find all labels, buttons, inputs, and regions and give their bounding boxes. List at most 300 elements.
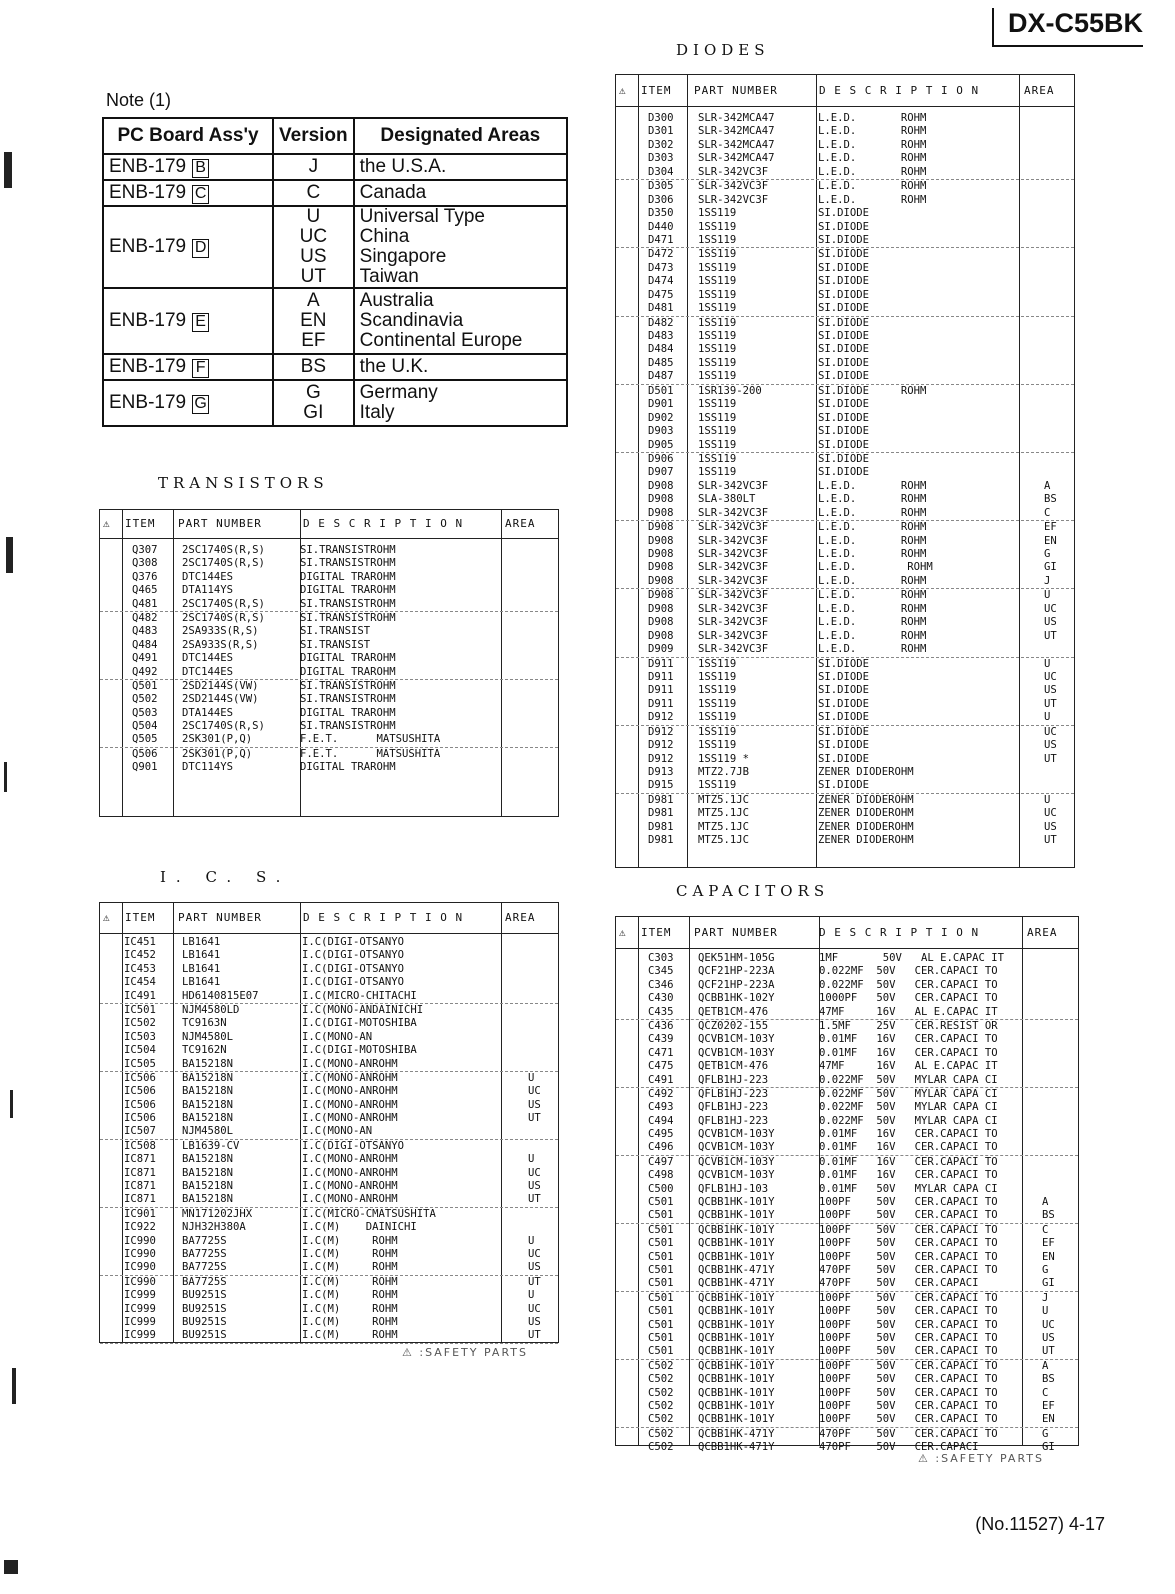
description: 0.01MF 16V CER.CAPACI TO bbox=[819, 1128, 998, 1141]
item: D303 bbox=[648, 152, 674, 165]
description: L.E.D. ROHM bbox=[818, 112, 927, 124]
capacitors-table bbox=[615, 916, 1079, 1454]
table-row bbox=[616, 561, 1074, 574]
description: DIGITAL TRAROHM bbox=[300, 665, 396, 678]
description: L.E.D. ROHM bbox=[818, 616, 927, 629]
item: D304 bbox=[648, 165, 674, 178]
header-description: D E S C R I P T I O N bbox=[303, 517, 464, 530]
table-row bbox=[616, 275, 1074, 288]
board-version-letter: C bbox=[192, 185, 209, 204]
item: C501 bbox=[648, 1237, 674, 1250]
page-number: (No.11527) 4-17 bbox=[975, 1514, 1105, 1534]
table-row bbox=[616, 1088, 1078, 1101]
description: SI.DIODE bbox=[818, 220, 870, 233]
table-row bbox=[100, 1208, 558, 1221]
area: UC bbox=[1044, 602, 1057, 615]
description: L.E.D. ROHM bbox=[818, 479, 927, 492]
part-number: SLR-342VC3F bbox=[698, 574, 769, 587]
area-name: Singapore bbox=[359, 246, 447, 267]
item: D912 bbox=[648, 711, 674, 724]
part-number: SLR-342VC3F bbox=[698, 548, 769, 560]
area: C bbox=[1042, 1223, 1049, 1236]
part-number: 1SS119 bbox=[698, 330, 737, 342]
table-row bbox=[616, 952, 1078, 965]
description: F.E.T. MATSUSHITA bbox=[300, 747, 441, 760]
description: 0.01MF 16V CER.CAPACI TO bbox=[819, 1046, 998, 1059]
description: I.C(MONO-ANROHM bbox=[302, 1098, 398, 1111]
table-row bbox=[100, 1031, 558, 1044]
part-number: SLR-342VC3F bbox=[698, 589, 769, 602]
table-row bbox=[616, 234, 1074, 248]
item: D482 bbox=[648, 316, 674, 329]
item: Q483 bbox=[132, 625, 158, 638]
item: IC452 bbox=[124, 949, 156, 962]
table-row bbox=[616, 330, 1074, 343]
part-number: QCF21HP-223A bbox=[698, 978, 775, 991]
version-cell bbox=[273, 180, 354, 206]
area: EN bbox=[1044, 534, 1057, 547]
part-number: QCBB1HK-471Y bbox=[698, 1277, 775, 1290]
table-row bbox=[100, 1276, 558, 1289]
table-row bbox=[616, 603, 1074, 616]
description: I.C(M) ROHM bbox=[302, 1261, 398, 1274]
item: IC506 bbox=[124, 1085, 156, 1098]
table-row bbox=[100, 1017, 558, 1030]
table-row bbox=[100, 557, 558, 570]
description: I.C(MONO-ANROHM bbox=[302, 1112, 398, 1125]
item: D483 bbox=[648, 330, 674, 342]
table-row bbox=[100, 1140, 558, 1153]
part-number: 1SS119 bbox=[698, 233, 737, 246]
table-row bbox=[100, 1261, 558, 1275]
table-row bbox=[616, 493, 1074, 506]
description: 470PF 50V CER.CAPACI bbox=[819, 1441, 979, 1454]
board-name: ENB-179 bbox=[109, 391, 187, 413]
part-number: 2SC1740S(R,S) bbox=[182, 611, 265, 624]
area: US bbox=[528, 1098, 541, 1111]
description: SI.TRANSISTROHM bbox=[300, 720, 396, 733]
area: US bbox=[528, 1261, 541, 1274]
description: 100PF 50V CER.CAPACI TO bbox=[819, 1318, 998, 1331]
header-area: AREA bbox=[1027, 926, 1058, 939]
item: D911 bbox=[648, 684, 674, 697]
description: I.C(DIGI-OTSANYO bbox=[302, 936, 405, 948]
item: IC507 bbox=[124, 1125, 156, 1138]
area: GI bbox=[1042, 1441, 1055, 1454]
capacitors-safety-legend: ⚠ :SAFETY PARTS bbox=[918, 1452, 1044, 1465]
part-number: BA15218N bbox=[182, 1057, 234, 1070]
table-row bbox=[616, 1156, 1078, 1169]
part-number: 1SS119 bbox=[698, 275, 737, 288]
table-row bbox=[616, 711, 1074, 725]
board-name: ENB-179 bbox=[109, 155, 187, 177]
item: IC990 bbox=[124, 1261, 156, 1274]
area-name: Taiwan bbox=[359, 266, 419, 287]
table-row bbox=[100, 1004, 558, 1017]
table-row bbox=[100, 1248, 558, 1261]
table-row bbox=[100, 1167, 558, 1180]
area: UC bbox=[528, 1085, 541, 1098]
item: Q481 bbox=[132, 597, 158, 610]
item: D915 bbox=[648, 779, 674, 792]
description: DIGITAL TRAROHM bbox=[300, 706, 396, 719]
header-item: ITEM bbox=[125, 911, 156, 924]
table-row bbox=[616, 1047, 1078, 1060]
table-row bbox=[616, 439, 1074, 453]
part-number: 1SS119 bbox=[698, 670, 737, 683]
part-number: LB1641 bbox=[182, 962, 221, 975]
part-number: BA7725S bbox=[182, 1261, 227, 1274]
version-code: UT bbox=[300, 266, 326, 287]
col-areas: Designated Areas bbox=[354, 118, 567, 154]
part-number: QETB1CM-476 bbox=[698, 1005, 769, 1018]
table-row bbox=[100, 1044, 558, 1057]
part-number: QCVB1CM-103Y bbox=[698, 1141, 775, 1154]
area: BS bbox=[1042, 1373, 1055, 1386]
description: I.C(M) ROHM bbox=[302, 1302, 398, 1315]
table-row bbox=[616, 684, 1074, 697]
description: 0.01MF 16V CER.CAPACI TO bbox=[819, 1169, 998, 1182]
item: IC503 bbox=[124, 1030, 156, 1043]
part-number: DTC144ES bbox=[182, 665, 234, 678]
area: EF bbox=[1044, 521, 1057, 534]
item: C492 bbox=[648, 1087, 674, 1100]
item: D472 bbox=[648, 248, 674, 261]
item: D981 bbox=[648, 793, 674, 806]
item: D908 bbox=[648, 506, 674, 519]
part-number: QCBB1HK-101Y bbox=[698, 1291, 775, 1304]
area: UT bbox=[1044, 752, 1057, 765]
description: I.C(M) ROHM bbox=[302, 1234, 398, 1247]
part-number: BA15218N bbox=[182, 1085, 234, 1098]
board-name: ENB-179 bbox=[109, 355, 187, 377]
description: DIGITAL TRAROHM bbox=[300, 652, 396, 665]
item: D908 bbox=[648, 561, 674, 574]
item: Q491 bbox=[132, 652, 158, 665]
item: IC999 bbox=[124, 1315, 156, 1328]
item: D501 bbox=[648, 384, 674, 397]
item: D911 bbox=[648, 657, 674, 670]
table-row bbox=[616, 1264, 1078, 1277]
part-number: QCBB1HK-101Y bbox=[698, 1305, 775, 1318]
description: L.E.D. ROHM bbox=[818, 629, 927, 642]
table-body bbox=[616, 112, 1074, 848]
item: C501 bbox=[648, 1305, 674, 1318]
table-row bbox=[616, 1141, 1078, 1155]
description: 100PF 50V CER.CAPACI TO bbox=[819, 1250, 998, 1263]
version-cell bbox=[273, 206, 354, 288]
board-cell bbox=[103, 154, 273, 180]
part-number: 1SS119 bbox=[698, 425, 737, 438]
description: SI.DIODE bbox=[818, 752, 870, 765]
description: SI.DIODE bbox=[818, 670, 870, 683]
area: J bbox=[1044, 574, 1051, 587]
note-row bbox=[103, 380, 567, 426]
table-row bbox=[616, 125, 1074, 138]
board-name: ENB-179 bbox=[109, 309, 187, 331]
area-name: China bbox=[359, 226, 410, 247]
table-row bbox=[616, 302, 1074, 316]
table-row bbox=[616, 1413, 1078, 1427]
description: 1000PF 50V CER.CAPACI TO bbox=[819, 992, 998, 1005]
item: C501 bbox=[648, 1318, 674, 1331]
part-number: QCF21HP-223A bbox=[698, 965, 775, 978]
description: I.C(MICRO-CHITACHI bbox=[302, 989, 417, 1002]
item: Q505 bbox=[132, 733, 158, 746]
table-row bbox=[616, 152, 1074, 165]
part-number: QCBB1HK-101Y bbox=[698, 1250, 775, 1263]
area-name: Germany bbox=[359, 382, 438, 403]
table-row bbox=[616, 1128, 1078, 1141]
col-version: Version bbox=[273, 118, 354, 154]
part-number: 1SS119 bbox=[698, 779, 737, 792]
description: SI.DIODE bbox=[818, 248, 870, 261]
item: D306 bbox=[648, 193, 674, 206]
part-number: QCBB1HK-101Y bbox=[698, 1196, 775, 1209]
part-number: SLR-342MCA47 bbox=[698, 138, 775, 151]
scan-mark bbox=[4, 152, 12, 188]
item: IC502 bbox=[124, 1017, 156, 1030]
table-row bbox=[100, 1329, 558, 1343]
version-code: J bbox=[308, 156, 319, 177]
description: DIGITAL TRAROHM bbox=[300, 761, 396, 774]
table-row bbox=[616, 357, 1074, 370]
part-number: LB1641 bbox=[182, 936, 221, 948]
area: UC bbox=[1044, 670, 1057, 683]
table-row bbox=[100, 598, 558, 612]
item: D911 bbox=[648, 670, 674, 683]
description: I.C(MONO-AN bbox=[302, 1030, 373, 1043]
version-code: BS bbox=[300, 356, 326, 377]
description: I.C(M) ROHM bbox=[302, 1247, 398, 1260]
part-number: NJM4580L bbox=[182, 1125, 234, 1138]
part-number: QCBB1HK-471Y bbox=[698, 1263, 775, 1276]
part-number: 1SS119 bbox=[698, 316, 737, 329]
description: L.E.D. ROHM bbox=[818, 165, 927, 178]
description: I.C(MONO-ANROHM bbox=[302, 1180, 398, 1193]
part-number: QCBB1HK-101Y bbox=[698, 1331, 775, 1344]
header-part-number: PART NUMBER bbox=[178, 517, 262, 530]
area: A bbox=[1044, 479, 1051, 492]
item: D912 bbox=[648, 752, 674, 765]
part-number: QCBB1HK-101Y bbox=[698, 1345, 775, 1358]
part-number: QCBB1HK-101Y bbox=[698, 1237, 775, 1250]
table-row bbox=[616, 766, 1074, 779]
table-row bbox=[616, 779, 1074, 793]
description: 0.01MF 16V CER.CAPACI TO bbox=[819, 1141, 998, 1154]
table-row bbox=[616, 221, 1074, 234]
area: EF bbox=[1042, 1399, 1055, 1412]
item: D440 bbox=[648, 220, 674, 233]
part-number: 1SS119 bbox=[698, 697, 737, 710]
description: 100PF 50V CER.CAPACI TO bbox=[819, 1386, 998, 1399]
description: SI.DIODE bbox=[818, 343, 870, 356]
table-row bbox=[616, 821, 1074, 834]
part-number: 1SS119 bbox=[698, 248, 737, 261]
part-number: SLR-342MCA47 bbox=[698, 112, 775, 124]
board-cell bbox=[103, 206, 273, 288]
item: C475 bbox=[648, 1060, 674, 1073]
header-safety-mark: ⚠ bbox=[619, 926, 627, 939]
description: SI.DIODE bbox=[818, 288, 870, 301]
area: US bbox=[1042, 1331, 1055, 1344]
description: 100PF 50V CER.CAPACI TO bbox=[819, 1345, 998, 1358]
table-row bbox=[100, 1072, 558, 1085]
area-name: Scandinavia bbox=[359, 310, 464, 331]
description: ZENER DIODEROHM bbox=[818, 834, 914, 847]
part-number: 1SS119 bbox=[698, 261, 737, 274]
part-number: DTA144ES bbox=[182, 706, 234, 719]
areas-cell bbox=[354, 180, 567, 206]
capacitors-title: CAPACITORS bbox=[676, 882, 830, 900]
part-number: 1SS119 bbox=[698, 725, 737, 738]
item: IC901 bbox=[124, 1207, 156, 1220]
areas-cell bbox=[354, 380, 567, 426]
table-row bbox=[616, 794, 1074, 807]
table-row bbox=[616, 589, 1074, 602]
part-number: QFLB1HJ-223 bbox=[698, 1114, 769, 1127]
item: D912 bbox=[648, 725, 674, 738]
part-number: BA15218N bbox=[182, 1112, 234, 1125]
table-row bbox=[100, 1099, 558, 1112]
table-row bbox=[616, 1237, 1078, 1250]
description: L.E.D. ROHM bbox=[818, 534, 927, 547]
table-row bbox=[100, 720, 558, 733]
item: C501 bbox=[648, 1223, 674, 1236]
header-safety-mark: ⚠ bbox=[103, 517, 111, 530]
part-number: DTA114YS bbox=[182, 584, 234, 597]
part-number: SLR-342VC3F bbox=[698, 629, 769, 642]
table-row bbox=[100, 612, 558, 625]
item: D902 bbox=[648, 411, 674, 424]
table-row bbox=[616, 1319, 1078, 1332]
part-number: DTC144ES bbox=[182, 570, 234, 583]
note-row bbox=[103, 180, 567, 206]
item: IC999 bbox=[124, 1302, 156, 1315]
part-number: 1SS119 bbox=[698, 684, 737, 697]
board-version-letter: B bbox=[192, 159, 209, 178]
table-row bbox=[100, 666, 558, 680]
item: IC871 bbox=[124, 1180, 156, 1193]
table-row bbox=[616, 1169, 1078, 1182]
item: C303 bbox=[648, 952, 674, 964]
part-number: 1SS119 bbox=[698, 438, 737, 451]
description: 100PF 50V CER.CAPACI TO bbox=[819, 1237, 998, 1250]
part-number: SLR-342VC3F bbox=[698, 479, 769, 492]
description: I.C(MONO-ANROHM bbox=[302, 1166, 398, 1179]
description: DIGITAL TRAROHM bbox=[300, 584, 396, 597]
table-body bbox=[100, 544, 558, 775]
table-row bbox=[616, 385, 1074, 398]
table-row bbox=[100, 639, 558, 652]
area: BS bbox=[1042, 1209, 1055, 1222]
table-row bbox=[616, 575, 1074, 589]
area: EF bbox=[1042, 1237, 1055, 1250]
item: C491 bbox=[648, 1073, 674, 1086]
area-name: the U.S.A. bbox=[359, 156, 447, 177]
item: D908 bbox=[648, 548, 674, 560]
description: SI.DIODE bbox=[818, 275, 870, 288]
part-number: QFLB1HJ-223 bbox=[698, 1101, 769, 1114]
ics-safety-legend: ⚠ :SAFETY PARTS bbox=[402, 1346, 528, 1359]
scan-mark bbox=[10, 1090, 13, 1118]
board-name: ENB-179 bbox=[109, 181, 187, 203]
pc-board-table bbox=[102, 117, 568, 427]
table-row bbox=[616, 1332, 1078, 1345]
part-number: 1SS119 bbox=[698, 302, 737, 315]
part-number: QCBB1HK-102Y bbox=[698, 992, 775, 1005]
description: SI.DIODE bbox=[818, 657, 870, 670]
table-row bbox=[616, 1006, 1078, 1020]
item: IC501 bbox=[124, 1003, 156, 1016]
table-row bbox=[616, 1292, 1078, 1305]
area: US bbox=[528, 1180, 541, 1193]
item: D908 bbox=[648, 521, 674, 534]
part-number: 1SS119 bbox=[698, 207, 737, 220]
table-row bbox=[616, 1033, 1078, 1046]
item: Q506 bbox=[132, 747, 158, 760]
description: I.C(M) ROHM bbox=[302, 1289, 398, 1302]
item: D908 bbox=[648, 602, 674, 615]
transistors-table bbox=[99, 509, 559, 817]
board-cell bbox=[103, 354, 273, 380]
area: UT bbox=[528, 1112, 541, 1125]
area-name: Canada bbox=[359, 182, 427, 203]
part-number: 1SR139-200 bbox=[698, 384, 762, 397]
item: C502 bbox=[648, 1386, 674, 1399]
note-row bbox=[103, 354, 567, 380]
description: SI.TRANSISTROHM bbox=[300, 611, 396, 624]
description: L.E.D. ROHM bbox=[818, 506, 927, 519]
part-number: 2SC1740S(R,S) bbox=[182, 720, 265, 733]
item: D911 bbox=[648, 697, 674, 710]
item: IC504 bbox=[124, 1044, 156, 1057]
item: D474 bbox=[648, 275, 674, 288]
part-number: 1SS119 bbox=[698, 411, 737, 424]
description: 470PF 50V CER.CAPACI TO bbox=[819, 1263, 998, 1276]
item: C502 bbox=[648, 1399, 674, 1412]
item: C501 bbox=[648, 1277, 674, 1290]
item: C471 bbox=[648, 1046, 674, 1059]
header-item: ITEM bbox=[641, 926, 672, 939]
area: UT bbox=[1044, 629, 1057, 642]
area: UT bbox=[1044, 834, 1057, 847]
area: U bbox=[528, 1289, 535, 1302]
part-number: NJM4580LD bbox=[182, 1003, 240, 1016]
description: SI.DIODE bbox=[818, 356, 870, 369]
description: SI.DIODE bbox=[818, 316, 870, 329]
description: SI.DIODE bbox=[818, 466, 870, 479]
item: C502 bbox=[648, 1427, 674, 1440]
part-number: SLR-342VC3F bbox=[698, 616, 769, 629]
area: UC bbox=[528, 1247, 541, 1260]
table-row bbox=[616, 398, 1074, 411]
item: IC871 bbox=[124, 1166, 156, 1179]
table-row bbox=[616, 1060, 1078, 1073]
part-number: 2SC1740S(R,S) bbox=[182, 544, 265, 556]
part-number: SLR-342MCA47 bbox=[698, 152, 775, 165]
part-number: DTC144ES bbox=[182, 652, 234, 665]
part-number: 2SA933S(R,S) bbox=[182, 625, 259, 638]
description: 0.022MF 50V MYLAR CAPA CI bbox=[819, 1087, 998, 1100]
part-number: SLR-342VC3F bbox=[698, 561, 769, 574]
description: I.C(M) ROHM bbox=[302, 1329, 398, 1342]
description: ZENER DIODEROHM bbox=[818, 820, 914, 833]
table-row bbox=[616, 1428, 1078, 1441]
description: 100PF 50V CER.CAPACI TO bbox=[819, 1359, 998, 1372]
description: 0.01MF 50V MYLAR CAPA CI bbox=[819, 1182, 998, 1195]
item: IC508 bbox=[124, 1139, 156, 1152]
